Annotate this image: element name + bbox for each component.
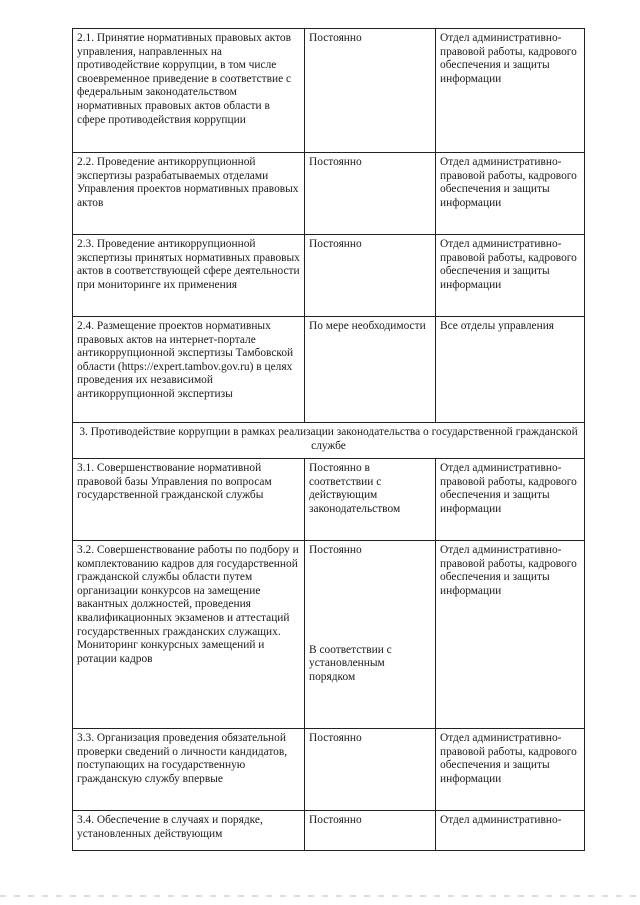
term-cell: По мере необходимости: [305, 317, 436, 423]
measure-cell: 2.3. Проведение антикоррупционной экспертизы принятых нормативных правовых актов в соответствующей сфере деятельности при мониторинге их применения: [73, 235, 305, 317]
measure-cell: 2.1. Принятие нормативных правовых актов управления, направленных на противодействие коррупции, в том числе своевременное приведение в соответствие с федеральным законодательством нормативных правовых актов области в сфере противодействия коррупции: [73, 29, 305, 153]
term-cell: Постоянно: [305, 729, 436, 811]
responsible-cell: Отдел административно-правовой работы, кадрового обеспечения и защиты информации: [436, 729, 585, 811]
responsible-cell: Отдел административно-правовой работы, кадрового обеспечения и защиты информации: [436, 541, 585, 729]
measure-cell: 3.1. Совершенствование нормативной правовой базы Управления по вопросам государственной гражданской службы: [73, 459, 305, 541]
responsible-cell: Отдел административно-правовой работы, кадрового обеспечения и защиты информации: [436, 29, 585, 153]
term-cell: Постоянно: [305, 811, 436, 851]
measure-extra-text: Мониторинг конкурсных замещений и ротации кадров: [77, 639, 265, 665]
table-row: [73, 153, 585, 235]
table-row: [73, 459, 585, 541]
measure-text: 3.2. Совершенствование работы по подбору и комплектованию кадров для государственной гражданской службы области путем организации конкурсов на замещение вакантных должностей, проведения квалификационных экзаменов и аттестаций государственных гражданских служащих.: [77, 544, 299, 638]
responsible-cell: Отдел административно-: [436, 811, 585, 851]
section-header-row: [73, 423, 585, 459]
term-cell: [305, 541, 436, 729]
responsible-cell: Отдел административно-правовой работы, кадрового обеспечения и защиты информации: [436, 459, 585, 541]
term-cell: Постоянно в соответствии с действующим законодательством: [305, 459, 436, 541]
table-row: [73, 317, 585, 423]
term-text: Постоянно: [309, 544, 362, 556]
responsible-cell: Отдел административно-правовой работы, кадрового обеспечения и защиты информации: [436, 153, 585, 235]
term-extra-text: В соответствии с установленным порядком: [309, 643, 392, 683]
measure-cell: [73, 541, 305, 729]
measure-cell: 3.4. Обеспечение в случаях и порядке, установленных действующим: [73, 811, 305, 851]
term-cell: Постоянно: [305, 153, 436, 235]
measure-cell: 2.2. Проведение антикоррупционной экспертизы разрабатываемых отделами Управления проектов нормативных правовых актов: [73, 153, 305, 235]
table-row: [73, 29, 585, 153]
table-row: [73, 729, 585, 811]
table-row: [73, 811, 585, 851]
term-cell: Постоянно: [305, 235, 436, 317]
anticorruption-plan-table: [72, 28, 585, 851]
section-title: 3. Противодействие коррупции в рамках реализации законодательства о государственной гражданской службе: [73, 423, 585, 459]
measure-cell: 3.3. Организация проведения обязательной проверки сведений о личности кандидатов, поступающих на государственную гражданскую службу впервые: [73, 729, 305, 811]
table-row: [73, 235, 585, 317]
measure-cell: 2.4. Размещение проектов нормативных правовых актов на интернет-портале антикоррупционной экспертизы Тамбовской области (https://expert.tambov.gov.ru) в целях проведения их независимой антикоррупционной экспертизы: [73, 317, 305, 423]
term-cell: Постоянно: [305, 29, 436, 153]
responsible-cell: Отдел административно-правовой работы, кадрового обеспечения и защиты информации: [436, 235, 585, 317]
table-row: [73, 541, 585, 729]
responsible-cell: Все отделы управления: [436, 317, 585, 423]
scan-edge-artifact: [0, 895, 640, 897]
